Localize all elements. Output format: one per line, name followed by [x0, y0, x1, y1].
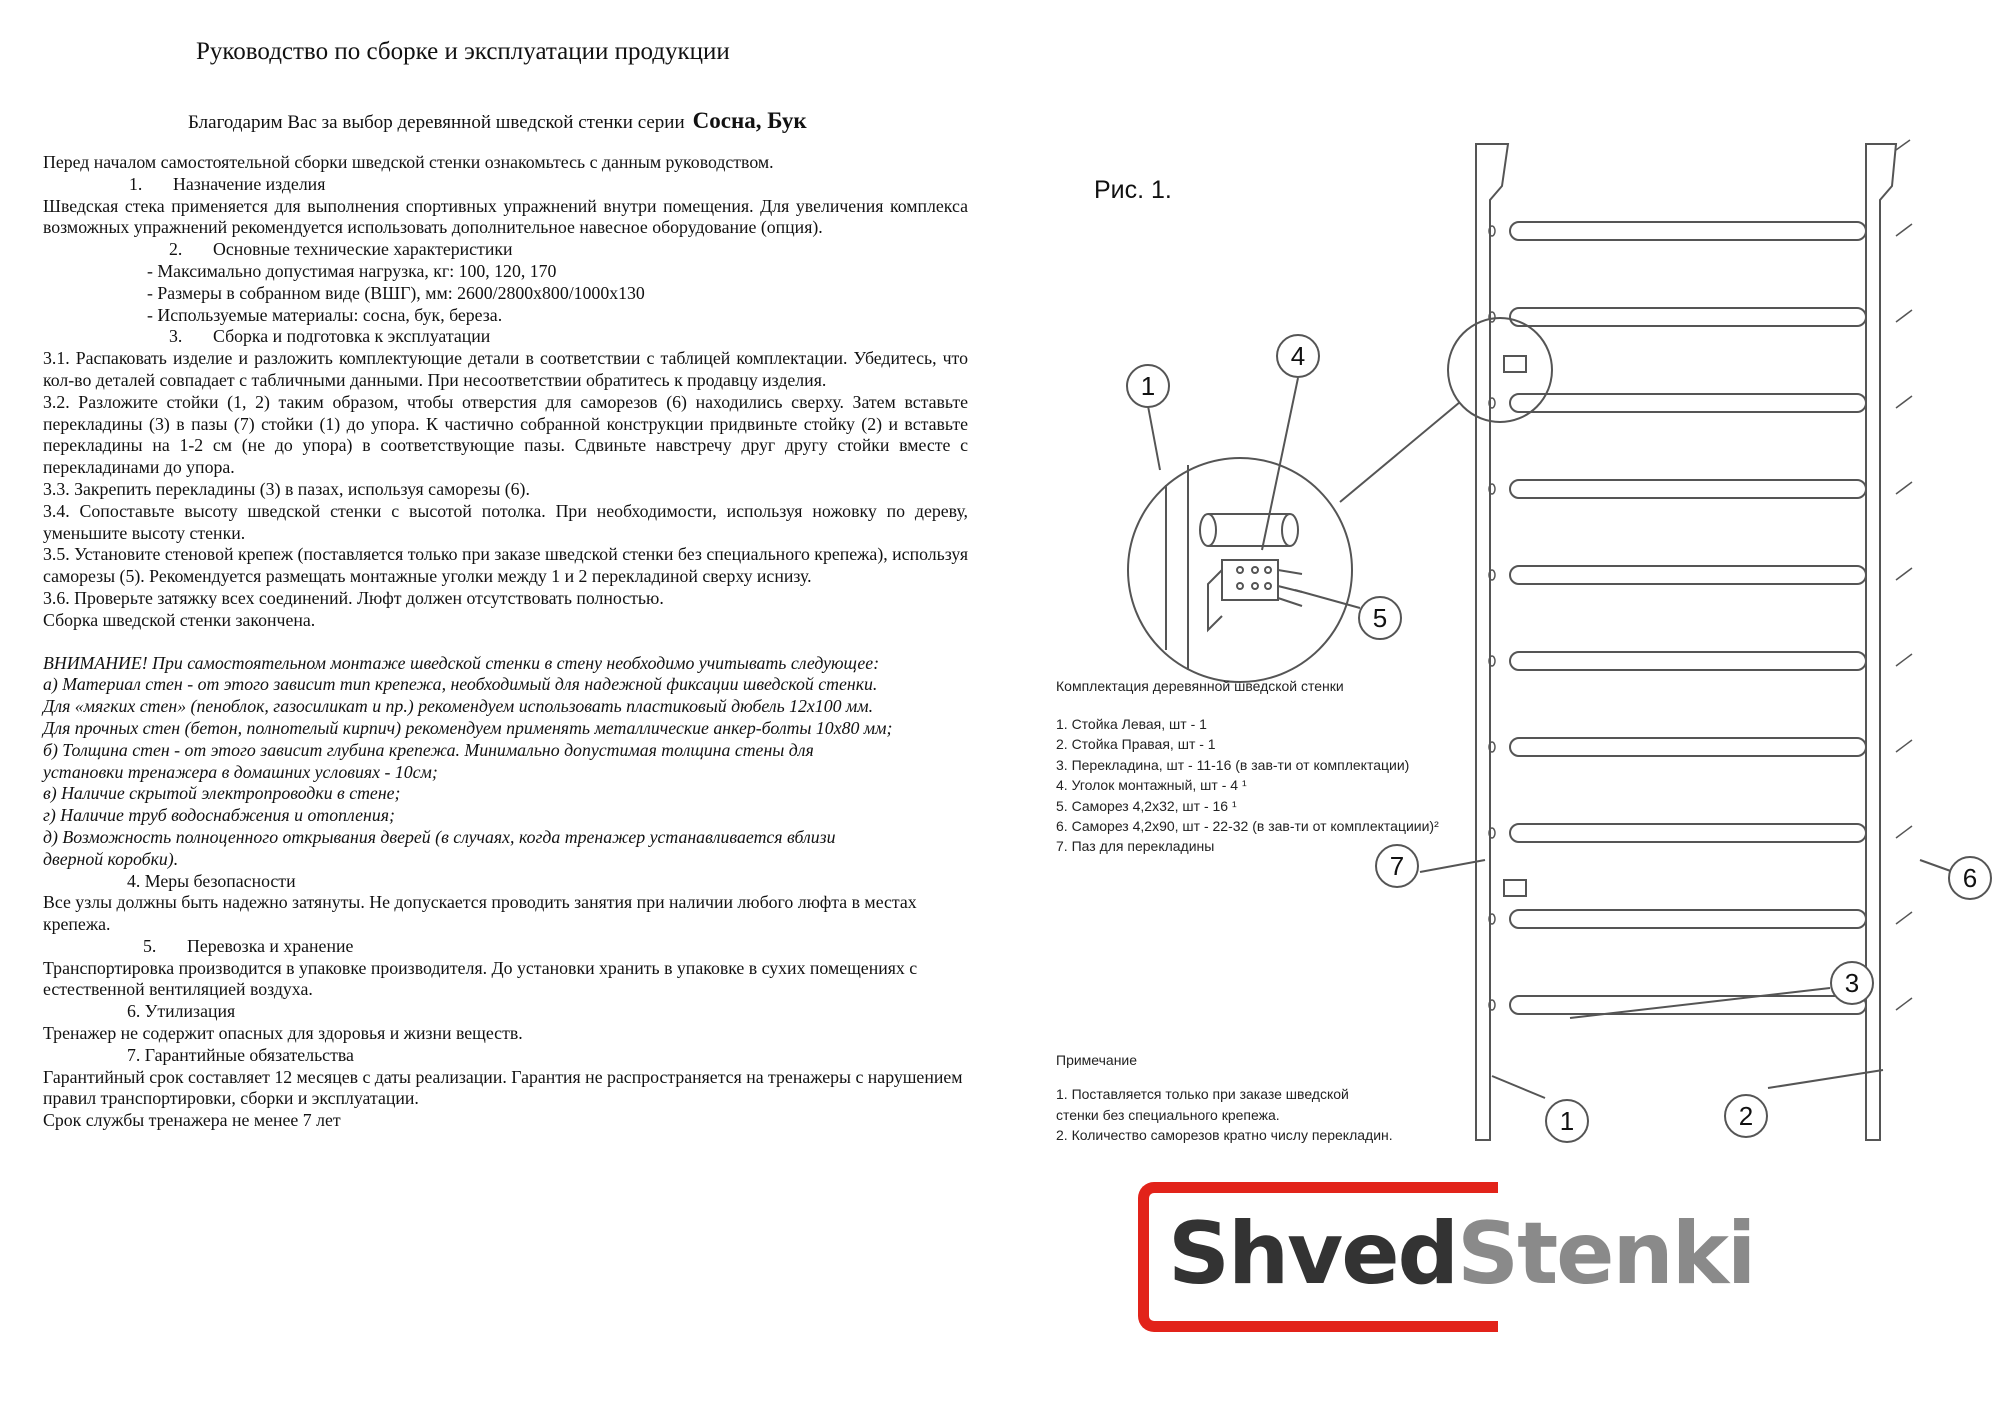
service-life: Срок службы тренажера не менее 7 лет [43, 1110, 341, 1131]
rung [1510, 308, 1866, 326]
note-block [1056, 1052, 1393, 1146]
warning-line: ВНИМАНИЕ! При самостоятельном монтаже шведской стенки в стену необходимо учитывать следующее: [43, 652, 880, 673]
callout-1-bottom: 1 [1559, 1106, 1575, 1136]
step-3-5: 3.5. Установите стеновой крепеж (поставляется только при заказе шведской стенки без специального крепежа), используя саморезы (5). Рекомендуется размещать монтажные уголки между 1 и 2 перекладиной сверху иснизу. [43, 544, 968, 587]
kit-item: 4. Уголок монтажный, шт - 4 ¹ [1056, 777, 1247, 794]
spacer [43, 632, 968, 653]
callout-5: 5 [1372, 603, 1388, 633]
rung [1510, 566, 1866, 584]
warning-line: Для «мягких стен» (пеноблок, газосиликат и пр.) рекомендуем использовать пластиковый дюбель 12х100 мм. [43, 696, 874, 717]
page-title: Руководство по сборке и эксплуатации продукции [196, 38, 730, 65]
step-3-1: 3.1. Распаковать изделие и разложить комплектующие детали в соответствии с таблицей комплектации. Убедитесь, что кол-во деталей совпадает с табличными данными. При несоответствии обратитесь к продавцу изделия. [43, 348, 968, 390]
rung [1510, 824, 1866, 842]
kit-item: 7. Паз для перекладины [1056, 838, 1215, 855]
kit-item: 2. Стойка Правая, шт - 1 [1056, 736, 1216, 753]
warning-line: а) Материал стен - от этого зависит тип крепежа, необходимый для надежной фиксации шведской стенки. [43, 674, 878, 695]
logo-part-1: Shved [1168, 1204, 1458, 1304]
section-4-text: Все узлы должны быть надежно затянуты. Не допускается проводить занятия при наличии любого люфта в местах крепежа. [43, 892, 917, 935]
section-3-title: Сборка и подготовка к эксплуатации [213, 326, 491, 347]
wall-bars-drawing [1040, 130, 2000, 1170]
rung [1510, 394, 1866, 412]
section-2-heading [43, 239, 968, 261]
section-1-text: Шведская стека применяется для выполнения спортивных упражнений внутри помещения. Для увеличения комплекса возможных упражнений рекомендуется использовать дополнительное навесное оборудование (опция). [43, 195, 968, 238]
logo-frame-bottom [1338, 1321, 1498, 1332]
rung [1510, 222, 1866, 240]
section-2-title: Основные технические характеристики [213, 239, 513, 260]
warning-line: дверной коробки). [43, 848, 179, 869]
section-6-heading: 6. Утилизация [127, 1001, 236, 1022]
section-1-heading [43, 174, 968, 196]
warning-line: г) Наличие труб водоснабжения и отопления; [43, 805, 395, 826]
section-1-title: Назначение изделия [173, 173, 326, 194]
kit-item: 6. Саморез 4,2х90, шт - 22-32 (в зав-ти от комплектациии)² [1056, 818, 1439, 835]
section-3-number: 3. [169, 326, 183, 347]
spec-item: - Максимально допустимая нагрузка, кг: 100, 120, 170 [147, 260, 557, 281]
series-name: Сосна, Бук [692, 108, 807, 133]
bracket [1504, 356, 1526, 372]
section-7-heading: 7. Гарантийные обязательства [127, 1044, 354, 1065]
kit-list [1056, 678, 1439, 857]
logo-text [1168, 1204, 1754, 1304]
zoom-circle-small [1448, 318, 1552, 422]
section-5-title: Перевозка и хранение [187, 935, 354, 956]
step-3-4: 3.4. Сопоставьте высоту шведской стенки с высотой потолка. При необходимости, используя ножовку по дереву, уменьшите высоту стенки. [43, 500, 968, 543]
bracket [1504, 880, 1526, 896]
section-5-text: Транспортировка производится в упаковке производителя. До установки хранить в упаковке в сухих помещениях с естественной вентиляцией воздуха. [43, 957, 918, 1000]
step-3-3: 3.3. Закрепить перекладины (3) в пазах, используя саморезы (6). [43, 478, 530, 499]
kit-item: 3. Перекладина, шт - 11-16 (в зав-ти от комплектации) [1056, 756, 1410, 773]
zoom-circle-large [1128, 458, 1352, 682]
rung [1510, 738, 1866, 756]
rungs [1510, 222, 1866, 1014]
brand-logo [1138, 1182, 1755, 1332]
callout-6: 6 [1962, 863, 1978, 893]
spec-item: - Размеры в собранном виде (ВШГ), мм: 2600/2800х800/1000х130 [147, 282, 645, 303]
callout-3: 3 [1844, 968, 1860, 998]
subtitle-text: Благодарим Вас за выбор деревянной шведской стенки серии [188, 112, 685, 133]
section-2-number: 2. [169, 239, 183, 260]
screws [1896, 140, 1912, 1010]
warning-line: д) Возможность полноценного открывания дверей (в случаях, когда тренажер устанавливается вблизи [43, 826, 836, 847]
kit-title: Комплектация деревянной шведской стенки [1056, 678, 1344, 694]
left-stile [1476, 144, 1508, 1140]
spec-item: - Используемые материалы: сосна, бук, береза. [147, 304, 503, 325]
note-item: стенки без специального крепежа. [1056, 1106, 1280, 1123]
manual-text [43, 152, 968, 1132]
warning-line: установки тренажера в домашних условиях - 10см; [43, 761, 438, 782]
section-7-text: Гарантийный срок составляет 12 месяцев с даты реализации. Гарантия не распространяется на тренажеры с нарушением правил транспортировки, сборки и эксплуатации. [43, 1066, 963, 1109]
section-1-number: 1. [129, 173, 143, 194]
section-5-number: 5. [143, 935, 157, 956]
logo-frame-top [1338, 1182, 1498, 1193]
logo-part-2: Stenki [1457, 1204, 1755, 1304]
step-3-2: 3.2. Разложите стойки (1, 2) таким образом, чтобы отверстия для саморезов (6) находились сверху. Затем вставьте перекладины (3) в пазы (7) стойки (1) до упора. К частично собранной конструкции придвиньте стойку (2) и вставьте перекладины на 1-2 см (не до упора) в соответствующие пазы. Сдвиньте навстречу друг другу стойки вместе с перекладинами до упора. [43, 391, 968, 478]
rung [1510, 480, 1866, 498]
section-5-heading [43, 936, 968, 958]
section-4-heading: 4. Меры безопасности [127, 870, 296, 891]
callout-4: 4 [1290, 341, 1306, 371]
intro-text: Перед началом самостоятельной сборки шведской стенки ознакомьтесь с данным руководством. [43, 152, 774, 172]
kit-item: 1. Стойка Левая, шт - 1 [1056, 716, 1207, 732]
assembly-done: Сборка шведской стенки закончена. [43, 609, 316, 630]
warning-line: в) Наличие скрытой электропроводки в стене; [43, 783, 401, 804]
callout-1: 1 [1140, 371, 1156, 401]
rung [1510, 910, 1866, 928]
section-6-text: Тренажер не содержит опасных для здоровья и жизни веществ. [43, 1023, 523, 1044]
note-title: Примечание [1056, 1052, 1138, 1068]
note-item: 1. Поставляется только при заказе шведской [1056, 1086, 1349, 1102]
warning-line: б) Толщина стен - от этого зависит глубина крепежа. Минимально допустимая толщина стены для [43, 739, 814, 760]
callout-2: 2 [1738, 1101, 1754, 1131]
callout-7: 7 [1389, 851, 1405, 881]
kit-item: 5. Саморез 4,2х32, шт - 16 ¹ [1056, 797, 1237, 814]
rung [1510, 652, 1866, 670]
note-item: 2. Количество саморезов кратно числу перекладин. [1056, 1127, 1393, 1143]
page-subtitle [188, 108, 807, 134]
figure-label: Рис. 1. [1094, 176, 1172, 204]
step-3-6: 3.6. Проверьте затяжку всех соединений. Люфт должен отсутствовать полностью. [43, 587, 664, 608]
warning-line: Для прочных стен (бетон, полнотелый кирпич) рекомендуем применять металлические анкер-болты 10х80 мм; [43, 717, 893, 738]
section-3-heading [43, 326, 968, 348]
